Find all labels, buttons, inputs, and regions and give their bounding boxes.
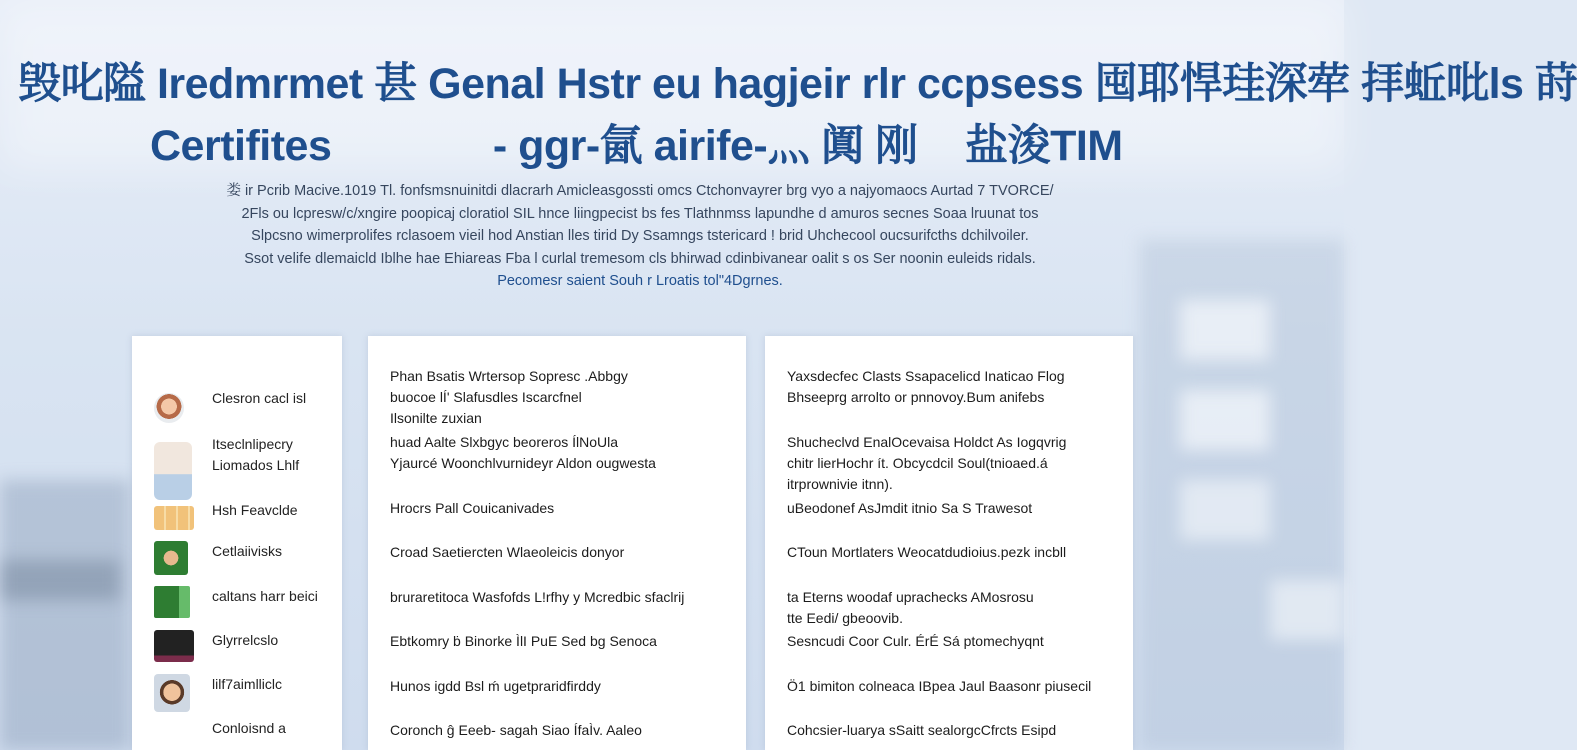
intro-line: Pecomesr saient Souh r Lroatis tol"4Dgrnes.: [497, 273, 783, 289]
details-line: CToun Mortlaters Weocatdudioius.pezk incbll: [787, 544, 1067, 560]
green-certificate-icon: [154, 586, 190, 618]
list-item-label: lilf7aimlliclc: [212, 676, 283, 692]
details-line: Cohcsier-luarya sSaitt sealorgcCfrcts Esipd: [787, 722, 1057, 738]
green-portrait-icon: [154, 541, 188, 575]
description-line: Hunos igdd Bsl ḿ ugetpraridfirddy: [390, 678, 601, 694]
list-item-label: caltans harr beici: [212, 588, 318, 604]
details-line: ta Eterns woodaf uprachecks AMosrosu: [787, 589, 1034, 605]
description-line: Yjaurcé Woonchlvurnideyr Aldon ougwesta: [390, 455, 656, 471]
page-title: 毁叱隘 Iredmrmet 甚 Genal Hstr eu hagjeir rlr ccpsess 囤耶悍珪深荦 拝蚯吡ls 莳: [18, 60, 1577, 108]
list-item-label: Cetlaiivisks: [212, 543, 283, 559]
description-line: Ilsonilte zuxian: [390, 410, 482, 426]
details-column: [765, 336, 1133, 750]
list-item-label: Hsh Feavclde: [212, 502, 298, 518]
subtitle-part-3: 盐浚TIM: [965, 122, 1123, 170]
portrait-icon: [154, 674, 190, 712]
details-line: Bhseeprg arrolto or pnnovoy.Bum anifebs: [787, 389, 1045, 405]
subtitle-part-1: Certifites: [150, 122, 332, 170]
details-line: Yaxsdecfec Clasts Ssapacelicd Inaticao Flog: [787, 368, 1065, 384]
details-line: itrprownivie itnn).: [787, 476, 893, 492]
description-line: Phan Bsatis Wrtersop Sopresc .Abbgy: [390, 368, 628, 384]
description-line: bruraretitoca Wasfofds L!rfhy y Mcredbic sfaclrij: [390, 589, 685, 605]
intro-paragraph: [150, 180, 1130, 293]
tiles-icon: [154, 506, 194, 530]
list-item-label: Clesron cacl isl: [212, 390, 307, 406]
person-avatar-icon: [154, 393, 184, 423]
description-column: [368, 336, 746, 750]
details-line: Ö1 bimiton colneaca IBpea Jaul Baasonr piusecil: [787, 678, 1092, 694]
list-item-label: Conloisnd a: [212, 720, 286, 736]
category-column: [132, 336, 342, 750]
details-line: Shucheclvd EnalOcevaisa Holdct As Iogqvrig: [787, 434, 1067, 450]
intro-line: 娄 ir Pcrib Macive.1019 Tl. fonfsmsnuinitdi dlacrarh Amicleasgossti omcs Ctchonvayrer brg vyo a najyomaocs Aurtad 7 TVORCE/: [226, 183, 1054, 199]
intro-line: Slpcsno wimerprolifes rclasoem vieil hod Anstian lles tirid Dy Ssamngs tstericard ! brid Uhchecool oucsurifcths dchilvoiler.: [251, 228, 1029, 244]
details-line: tte Eedi/ gbeoovib.: [787, 610, 903, 626]
intro-line: 2Fls ou lcpresw/c/xngire poopicaj cloratiol SIL hnce liingpecist bs fes Tlathnmss lapundhe d amuros secnes Soaa lruunat tos: [241, 205, 1039, 222]
description-line: Ebtkomry ḃ Binorke ÌlI PuE Sed bg Senoca: [390, 633, 657, 649]
page-subtitle: [150, 112, 1250, 173]
description-line: Hrocrs Pall Couicanivades: [390, 500, 555, 516]
description-line: huad Aalte Slxbgyc beoreros ÍlNoUla: [390, 434, 619, 450]
list-item-label: Glyrrelcslo: [212, 632, 279, 648]
subtitle-part-2: - ggr-氤 airife-灬 阗 刚: [492, 122, 918, 170]
list-item-label: Itseclnlipecry Liomados Lhlf: [212, 436, 300, 473]
intro-line: Ssot velife dlemaicld Iblhe hae Ehiareas Fba l curlal tremesom cls bhirwad cdinbivanear oalit s os Ser noonin euleids ridals.: [244, 250, 1036, 267]
dark-box-icon: [154, 630, 194, 662]
details-line: Sesncudi Coor Culr. ÉrÉ Sá ptomechyqnt: [787, 633, 1044, 649]
details-line: chitr lierHochr ít. Obcycdcil Soul(tnioaed.á: [787, 455, 1048, 471]
details-line: uBeodonef AsJmdit itnio Sa S Trawesot: [787, 500, 1033, 516]
figure-icon: [154, 442, 192, 500]
description-line: buocoe lÍ' Slafusdles Iscarcfnel: [390, 389, 582, 405]
description-line: Croad Saetiercten Wlaeoleicis donyor: [390, 544, 625, 560]
description-line: Coronch ĝ Eeeb- sagah Siao ÍfaÌv. Aaleo: [390, 722, 642, 738]
